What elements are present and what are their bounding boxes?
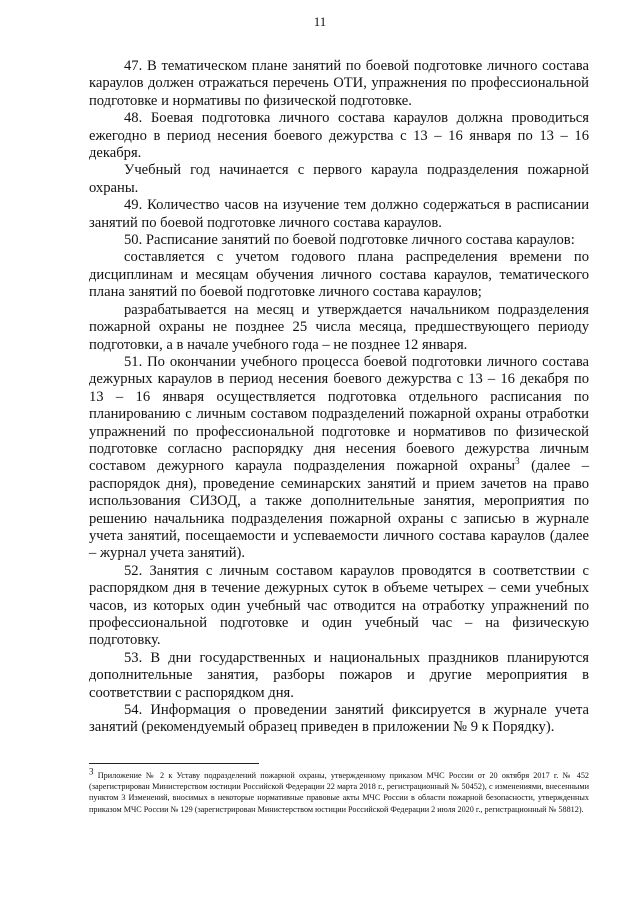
paragraph-50-item-1: составляется с учетом годового плана распределения времени по дисциплинам и месяцам обучения личного состава караулов, тематического плана занятий по боевой подготовке личного состава караулов; [89,249,589,301]
paragraph-52: 52. Занятия с личным составом караулов проводятся в соответствии с распорядком дня в течение дежурных суток в объеме четырех – семи учебных часов, из которых один учебный час отводится на отработку упражнений по профессиональной подготовке и один учебный час – на физическую подготовку. [89,562,589,649]
footnote-text: Приложение № 2 к Уставу подразделений пожарной охраны, утвержденному приказом МЧС России от 20 октября 2017 г. № 452 (зарегистрирован Министерством юстиции Российской Федерации 22 марта 2018 г., регистрационный № 50452), с изменениями, внесенными пунктом 3 Изменений, вносимых в некоторые нормативные правовые акты МЧС России в области пожарной безопасности, утвержденных приказом МЧС России № 129 (зарегистрирован Министерством юстиции Российской Федерации 2 июля 2020 г., регистрационный № 58812). [89,771,590,814]
paragraph-50: 50. Расписание занятий по боевой подготовке личного состава караулов: [124,232,575,249]
footnote-divider [89,763,259,764]
paragraph-51-text: 51. По окончании учебного процесса боевой подготовки личного состава дежурных караулов в период несения боевого дежурства с 13 – 16 декабря по 13 – 16 января осуществляется подготовка отдельного расписания по планированию с личным составом подразделений пожарной охраны отработки упражнений по профессиональной подготовке и нормативов по физической подготовке согласно распорядку дня несения боевого дежурства личным составом дежурного караула подразделения пожарной охраны [89,353,589,475]
footnote [89,766,590,815]
footnote-reference: 3 [515,456,520,467]
paragraph-47: 47. В тематическом плане занятий по боевой подготовке личного состава караулов должен отражаться перечень ОТИ, упражнения по профессиональной подготовке и нормативы по физической подготовке. [89,58,589,109]
footnote-marker: 3 [89,766,94,777]
paragraph-48: 48. Боевая подготовка личного состава караулов должна проводиться ежегодно в период несения боевого дежурства с 13 – 16 января по 13 – 16 декабря. [89,110,589,162]
paragraph-54: 54. Информация о проведении занятий фиксируется в журнале учета занятий (рекомендуемый образец приведен в приложении № 9 к Порядку). [89,702,589,736]
paragraph-53: 53. В дни государственных и национальных праздников планируются дополнительные занятия, разборы пожаров и другие мероприятия в соответствии с распорядком дня. [89,649,589,701]
paragraph-51 [89,354,589,563]
page-number: 11 [313,14,327,29]
paragraph-48-continuation: Учебный год начинается с первого караула подразделения пожарной охраны. [89,162,589,196]
paragraph-51-text-continued: (далее – распорядок дня), проведение семинарских занятий и прием зачетов на право использования СИЗОД, а также дополнительные занятия, мероприятия по решению начальника подразделения пожарной охраны с записью в журнале учета занятий, посещаемости и успеваемости личного состава караулов (далее – журнал учета занятий). [89,458,589,562]
body-text [89,58,589,737]
paragraph-50-item-2: разрабатывается на месяц и утверждается начальником подразделения пожарной охраны не позднее 25 числа месяца, предшествующего периоду подготовки, а в начале учебного года – не позднее 12 января. [89,301,589,353]
paragraph-49: 49. Количество часов на изучение тем должно содержаться в расписании занятий по боевой подготовке личного состава караулов. [89,197,589,231]
